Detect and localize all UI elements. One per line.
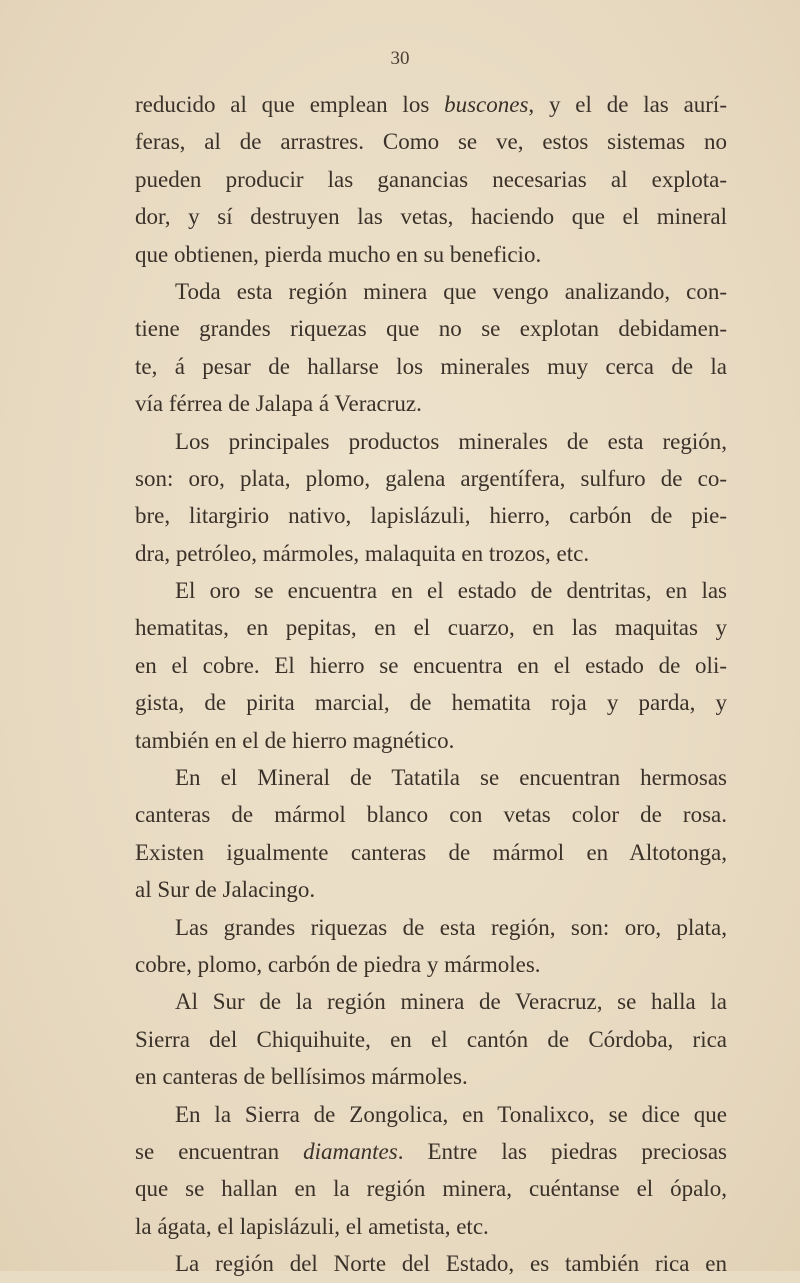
text-line: Sierra del Chiquihuite, en el cantón de Córdoba, rica bbox=[135, 1026, 727, 1052]
italic-word: diamantes bbox=[303, 1138, 398, 1164]
text-line: Existen igualmente canteras de mármol en Altotonga, bbox=[135, 839, 727, 865]
text-line: dor, y sí destruyen las vetas, haciendo que el mineral bbox=[135, 204, 727, 230]
text-line: En la Sierra de Zongolica, en Tonalixco, se dice que bbox=[175, 1101, 727, 1127]
text-line: la ágata, el lapislázuli, el ametista, etc. bbox=[135, 1213, 489, 1239]
text-line: dra, petróleo, mármoles, malaquita en trozos, etc. bbox=[135, 540, 590, 566]
text-line: La región del Norte del Estado, es también rica en bbox=[175, 1251, 727, 1277]
text-line: pueden producir las ganancias necesarias al explota- bbox=[135, 166, 727, 192]
text-line: en el cobre. El hierro se encuentra en el estado de oli- bbox=[135, 652, 727, 678]
text-line: feras, al de arrastres. Como se ve, estos sistemas no bbox=[135, 129, 727, 155]
text-line: te, á pesar de hallarse los minerales muy cerca de la bbox=[135, 353, 727, 379]
text-line: canteras de mármol blanco con vetas color de rosa. bbox=[135, 802, 727, 828]
text-line: El oro se encuentra en el estado de dentritas, en las bbox=[175, 578, 727, 604]
text-line: bre, litargirio nativo, lapislázuli, hierro, carbón de pie- bbox=[135, 503, 727, 529]
text-line: Toda esta región minera que vengo analizando, con- bbox=[175, 278, 727, 304]
page-number: 30 bbox=[390, 48, 410, 69]
text-line: que se hallan en la región minera, cuéntanse el ópalo, bbox=[135, 1176, 727, 1202]
text-line: cobre, plomo, carbón de piedra y mármoles. bbox=[135, 951, 541, 977]
text-line: que obtienen, pierda mucho en su beneficio. bbox=[135, 241, 542, 267]
italic-word: buscones bbox=[444, 92, 529, 117]
body-text bbox=[135, 86, 727, 1283]
text-line: se encuentran diamantes. Entre las piedras preciosas bbox=[135, 1138, 727, 1164]
text-line: Los principales productos minerales de esta región, bbox=[175, 428, 727, 454]
text-line: reducido al que emplean los buscones, y el de las aurí- bbox=[135, 92, 727, 117]
text-line: al Sur de Jalacingo. bbox=[135, 877, 316, 903]
text-line: tiene grandes riquezas que no se explotan debidamen- bbox=[135, 316, 727, 342]
text-line: también en el de hierro magnético. bbox=[135, 727, 455, 753]
text-line: son: oro, plata, plomo, galena argentífera, sulfuro de co- bbox=[135, 465, 727, 491]
text-line: gista, de pirita marcial, de hematita roja y parda, y bbox=[135, 690, 727, 716]
text-line: hematitas, en pepitas, en el cuarzo, en las maquitas y bbox=[135, 615, 727, 641]
text-line: en canteras de bellísimos mármoles. bbox=[135, 1064, 468, 1090]
text-line: Al Sur de la región minera de Veracruz, se halla la bbox=[175, 989, 727, 1015]
text-line: Las grandes riquezas de esta región, son: oro, plata, bbox=[175, 914, 727, 940]
text-line: vía férrea de Jalapa á Veracruz. bbox=[135, 391, 422, 417]
text-line: En el Mineral de Tatatila se encuentran hermosas bbox=[175, 765, 727, 791]
